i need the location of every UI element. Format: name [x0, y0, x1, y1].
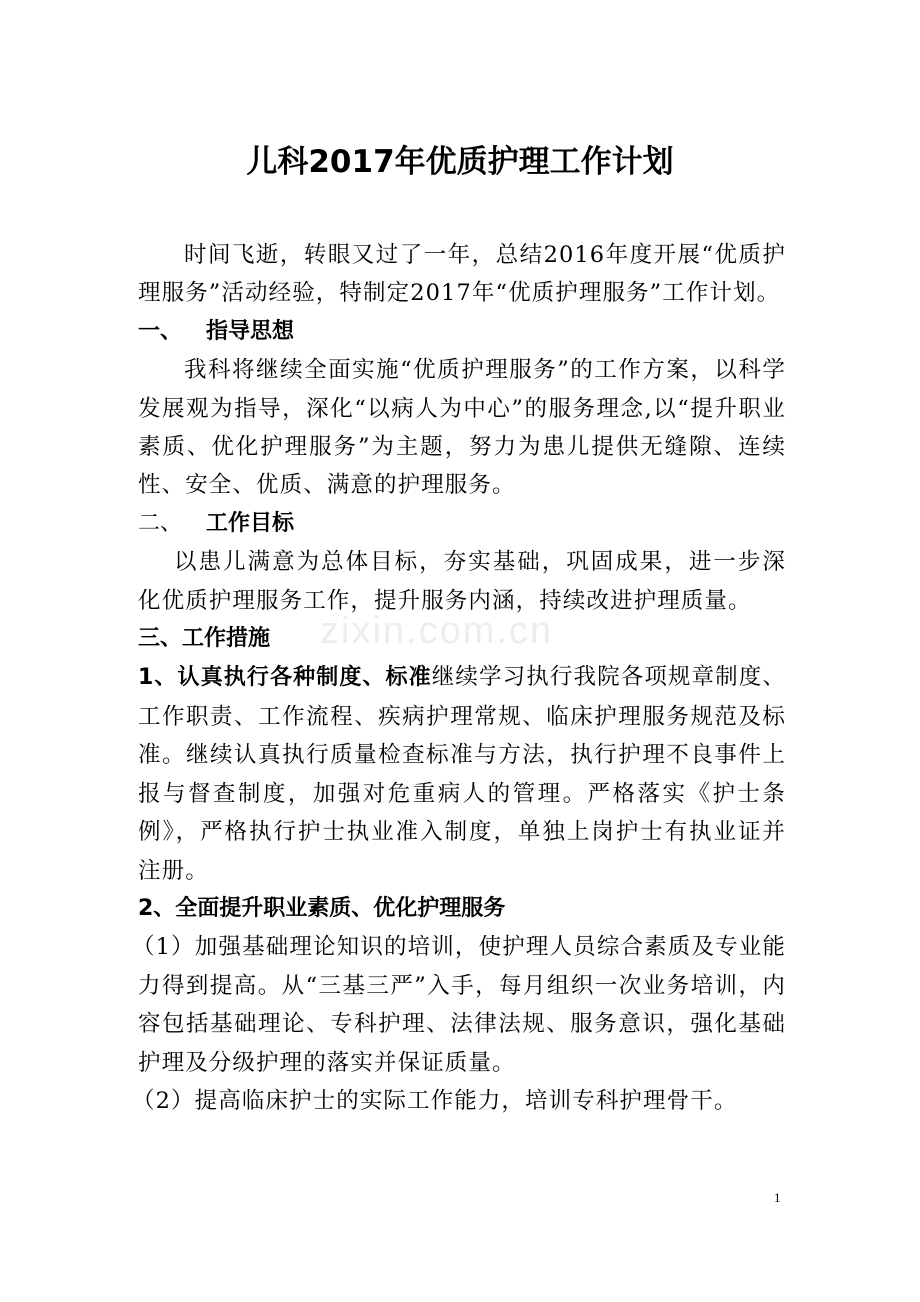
section-2-number: 二、	[138, 510, 183, 536]
section-3-item-1-text: 继续学习执行我院各项规章制度、工作职责、工作流程、疾病护理常规、临床护理服务规范及标准。继续认真执行质量检查标准与方法，执行护理不良事件上报与督查制度，加强对危重病人的管理。严格落实《护士条例》，严格执行护士执业准入制度，单独上岗护士有执业证并注册。	[138, 664, 786, 884]
section-3-item-2-sub-2: （2）提高临床护士的实际工作能力，培训专科护理骨干。	[132, 1087, 738, 1114]
section-1-paragraph: 我科将继续全面实施“优质护理服务”的工作方案，以科学发展观为指导，深化“以病人为中心”的服务理念,以“提升职业素质、优化护理服务”为主题，努力为患儿提供无缝隙、连续性、安全、优质、满意的护理服务。	[138, 357, 786, 499]
page-number: 1	[774, 1190, 781, 1205]
section-3-item-2-sub-1: （1）加强基础理论知识的培训，使护理人员综合素质及专业能力得到提高。从“三基三严”入手，每月组织一次业务培训，内容包括基础理论、专科护理、法律法规、服务意识，强化基础护理及分级护理的落实并保证质量。	[132, 934, 786, 1076]
section-2-paragraph: 以患儿满意为总体目标，夯实基础，巩固成果，进一步深化优质护理服务工作，提升服务内涵，持续改进护理质量。	[138, 549, 786, 614]
watermark: zixin.com.cn	[320, 610, 554, 652]
section-2-heading	[138, 505, 786, 543]
section-1-number: 一、	[138, 318, 183, 344]
section-3-item-1	[138, 658, 786, 889]
section-1-title: 指导思想	[206, 318, 295, 344]
section-1-heading	[138, 313, 786, 351]
section-2-title: 工作目标	[206, 510, 295, 536]
document-title: 儿科2017年优质护理工作计划	[246, 144, 674, 180]
section-3-heading: 三、工作措施	[138, 626, 271, 652]
intro-paragraph: 时间飞逝，转眼又过了一年，总结2016年度开展“优质护理服务”活动经验，特制定2017年“优质护理服务”工作计划。	[138, 242, 786, 307]
section-3-item-2-heading: 2、全面提升职业素质、优化护理服务	[138, 895, 506, 921]
document-body	[132, 236, 786, 1120]
section-3-item-1-lead: 1、认真执行各种制度、标准	[138, 665, 432, 691]
